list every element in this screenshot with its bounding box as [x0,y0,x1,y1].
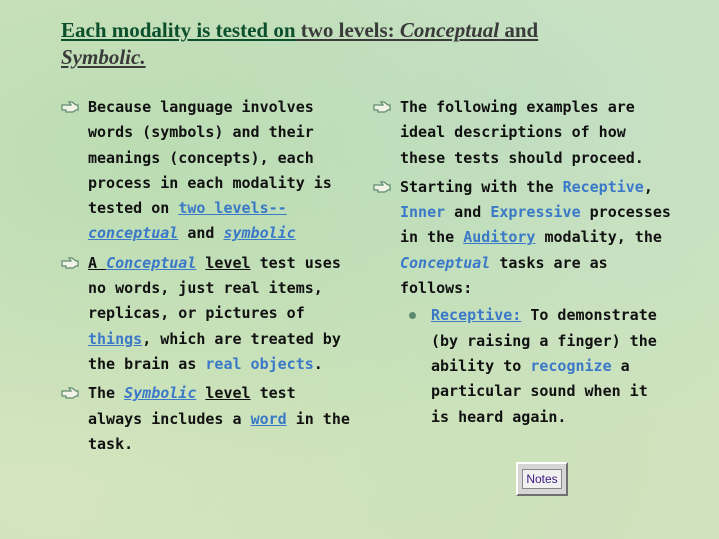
text: . [313,354,323,373]
text-receptive: Receptive [562,177,644,196]
bullet-symbolic-level [61,381,351,457]
pointing-hand-icon [373,180,391,194]
link-word[interactable]: word [250,409,287,428]
link-auditory[interactable]: Auditory [463,228,536,247]
link-conceptual[interactable]: conceptual [88,224,179,243]
text-real-objects: real objects [205,354,314,373]
notes-button[interactable] [516,462,568,496]
text: test always includes a [88,384,296,428]
text: modality, the [535,228,662,247]
link-two-levels[interactable]: two levels-- [178,199,287,218]
bullet-language-levels [61,95,351,247]
text: test uses no words, just real items, replicas, or pictures of [88,253,341,323]
title-part-5: Symbolic. [61,45,146,69]
pointing-hand-icon [61,100,79,114]
text: and [178,224,224,243]
bullet-examples [373,95,673,171]
text: A [88,253,107,272]
right-column [373,95,673,434]
text: , which are treated by the brain as [88,329,341,373]
bullet-conceptual-level [61,251,351,377]
text-conceptual: Conceptual [400,253,491,272]
text-level: level [205,253,251,272]
text: The following examples are ideal descriptions of how these tests should proceed. [400,98,644,167]
text-expressive: Expressive [490,203,581,222]
title-part-2: two levels: [295,18,400,42]
text-inner: Inner [400,203,446,222]
link-conceptual-2[interactable]: Conceptual [106,253,197,272]
text-level: level [205,384,251,403]
pointing-hand-icon [61,386,79,400]
text: tasks are as follows: [400,253,608,298]
text: a particular sound when it is heard again. [431,356,648,426]
link-receptive[interactable]: Receptive: [431,306,522,325]
link-things[interactable]: things [88,329,143,348]
text: processes in the [400,203,671,247]
text: and [445,203,491,222]
text-recognize: recognize [530,356,612,375]
pointing-hand-icon [61,256,79,270]
text: in the task. [88,409,350,453]
bullet-auditory-tasks [373,175,673,430]
link-symbolic-2[interactable]: Symbolic [124,384,197,403]
left-column [61,95,351,461]
text: Because language involves words (symbols) and their meanings (concepts), each process in each modality is tested on [88,98,332,218]
text: Starting with the [400,177,563,196]
dot-icon [409,312,416,319]
pointing-hand-icon [373,100,391,114]
title-part-3: Conceptual [399,18,500,42]
text: , [643,177,653,196]
text: The [88,384,125,403]
title-part-1: Each modality is tested on [61,18,296,42]
text: To demonstrate (by raising a finger) the ability to [431,306,657,375]
link-symbolic[interactable]: symbolic [223,224,296,243]
slide-title [61,17,661,71]
sub-bullet-receptive [373,303,673,429]
notes-button-label: Notes [522,469,561,489]
title-part-4: and [499,18,539,42]
